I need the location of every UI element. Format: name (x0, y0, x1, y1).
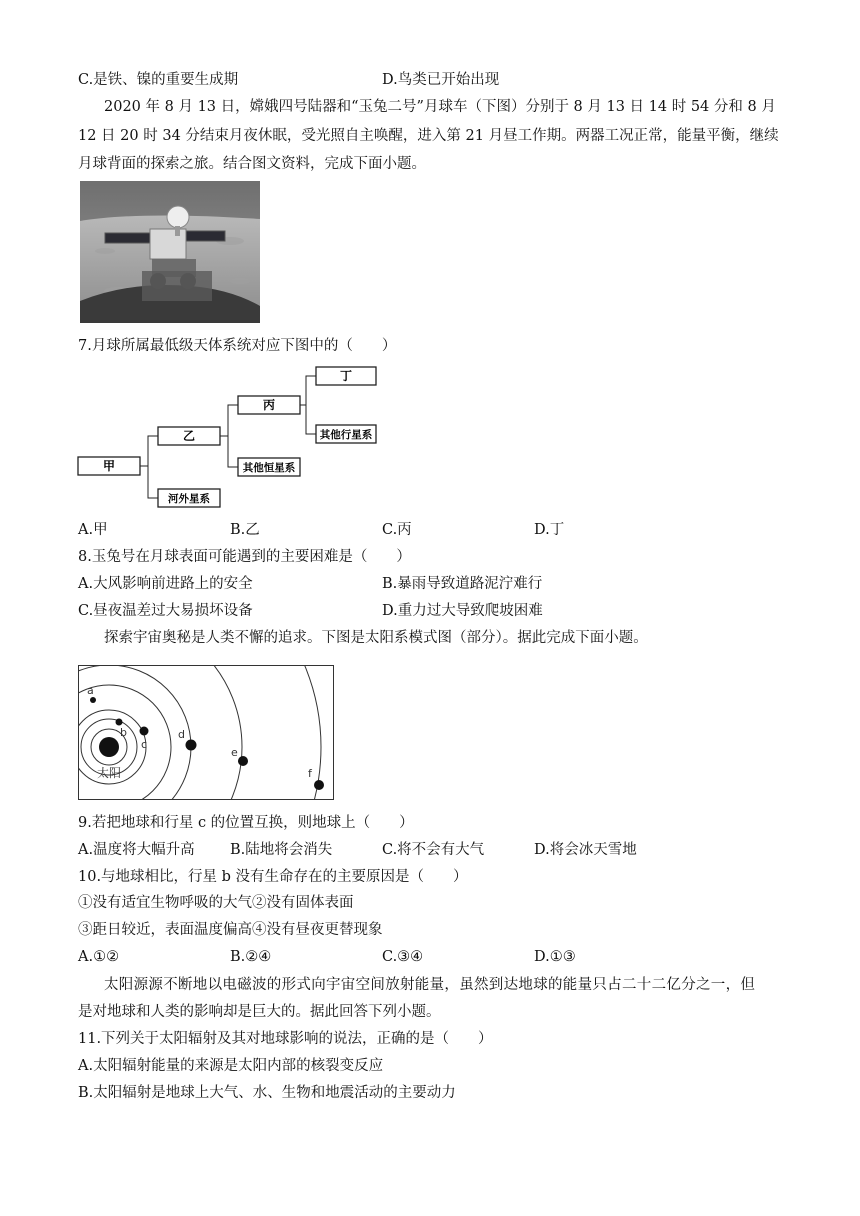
q11-option-a: A.太阳辐射能量的来源是太阳内部的核裂变反应 (78, 1058, 384, 1074)
q7-option-d: D.丁 (534, 522, 565, 538)
q11-stem: 11.下列关于太阳辐射及其对地球影响的说法，正确的是（ ） (78, 1031, 493, 1047)
planet-label-c: c (141, 738, 148, 751)
q9-stem: 9.若把地球和行星 c 的位置互换，则地球上（ ） (78, 815, 414, 831)
q7-option-c: C.丙 (382, 522, 412, 538)
node-yi: 乙 (182, 429, 196, 443)
passage1-line1: 2020 年 8 月 13 日，嫦娥四号陆器和“玉兔二号”月球车（下图）分别于 8 月 13 日 14 时 54 分和 8 月 (104, 99, 776, 115)
passage1-line3: 月球背面的探索之旅。结合图文资料，完成下面小题。 (78, 156, 426, 172)
q8-option-b: B.暴雨导致道路泥泞难行 (382, 576, 543, 592)
q6-option-c: C.是铁、镍的重要生成期 (78, 72, 239, 88)
node-other-star-system: 其他恒星系 (242, 462, 296, 474)
passage1-line2: 12 日 20 时 34 分结束月夜休眠，受光照自主唤醒，进入第 21 月昼工作期。两器工况正常，能量平衡，继续 (78, 128, 779, 144)
q9-option-d: D.将会冰天雪地 (534, 842, 637, 858)
q10-statement-2: ③距日较近，表面温度偏高④没有昼夜更替现象 (78, 922, 383, 938)
q9-option-c: C.将不会有大气 (382, 842, 485, 858)
q10-option-c: C.③④ (382, 949, 424, 965)
planet-label-d: d (178, 728, 185, 741)
q8-option-d: D.重力过大导致爬坡困难 (382, 603, 543, 619)
passage3-line1: 太阳源源不断地以电磁波的形式向宇宙空间放射能量，虽然到达地球的能量只占二十二亿分之一，但 (104, 977, 756, 993)
node-extragalactic: 河外星系 (168, 493, 210, 505)
q7-option-a: A.甲 (78, 522, 108, 538)
q11-option-b: B.太阳辐射是地球上大气、水、生物和地震活动的主要动力 (78, 1085, 456, 1101)
yutu2-rover-photo (80, 181, 260, 323)
node-other-planet-system: 其他行星系 (319, 429, 373, 441)
q6-option-d: D.鸟类已开始出现 (382, 72, 500, 88)
q7-option-b: B.乙 (230, 522, 260, 538)
planet-label-a: a (87, 684, 94, 697)
q10-stem: 10.与地球相比，行星 b 没有生命存在的主要原因是（ ） (78, 869, 468, 885)
q7-stem: 7.月球所属最低级天体系统对应下图中的（ ） (78, 338, 397, 354)
node-jia: 甲 (102, 459, 116, 473)
q9-option-b: B.陆地将会消失 (230, 842, 333, 858)
sun-dot (99, 737, 119, 757)
planet-label-e: e (231, 746, 238, 759)
q8-stem: 8.玉兔号在月球表面可能遇到的主要困难是（ ） (78, 549, 411, 565)
q10-statement-1: ①没有适宜生物呼吸的大气②没有固体表面 (78, 895, 354, 911)
passage2: 探索宇宙奥秘是人类不懈的追求。下图是太阳系模式图（部分）。据此完成下面小题。 (104, 630, 648, 646)
q10-option-b: B.②④ (230, 949, 272, 965)
node-bing: 丙 (262, 398, 276, 412)
q8-option-c: C.昼夜温差过大易损坏设备 (78, 603, 253, 619)
sun-label: 太阳 (96, 766, 122, 780)
q9-option-a: A.温度将大幅升高 (78, 842, 195, 858)
q10-option-d: D.①③ (534, 949, 576, 965)
passage3-line2: 是对地球和人类的影响却是巨大的。据此回答下列小题。 (78, 1004, 441, 1020)
solar-system-diagram (78, 665, 334, 800)
q8-option-a: A.大风影响前进路上的安全 (78, 576, 253, 592)
celestial-hierarchy-diagram (76, 365, 386, 510)
planet-label-f: f (308, 767, 312, 780)
planet-label-b: b (120, 726, 127, 739)
node-ding: 丁 (339, 369, 353, 383)
q10-option-a: A.①② (78, 949, 120, 965)
